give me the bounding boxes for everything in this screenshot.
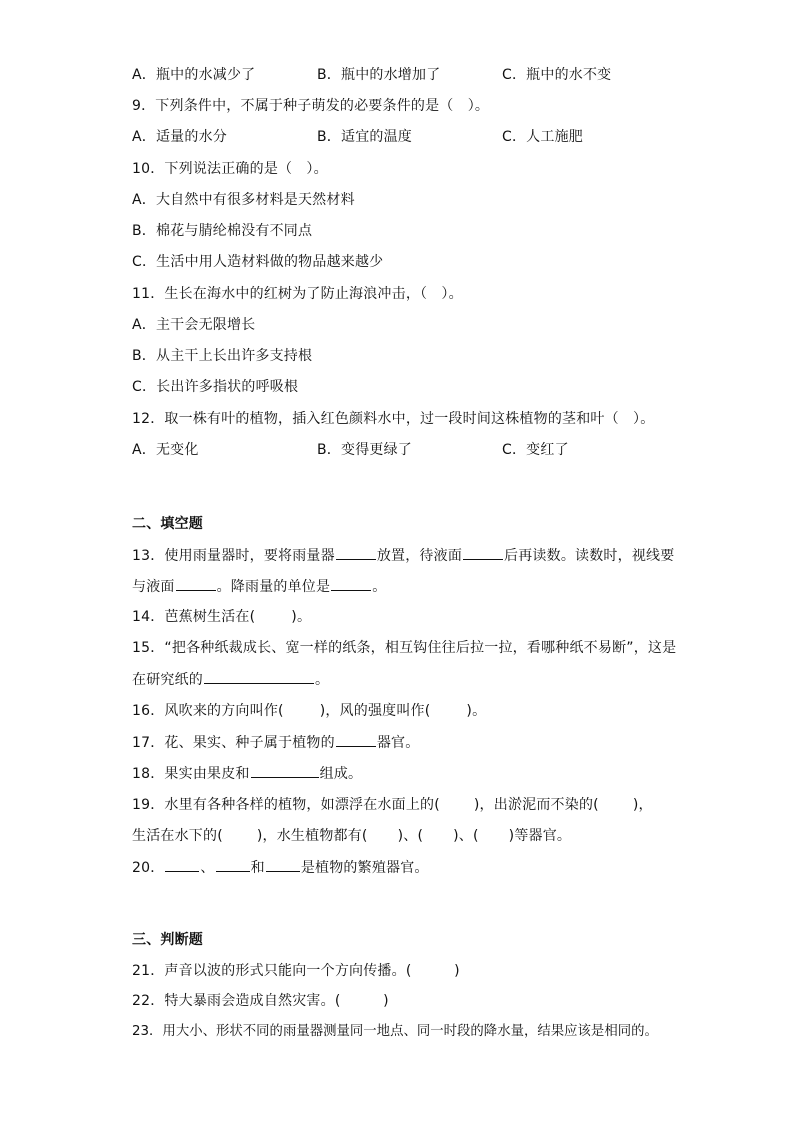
q12-options	[132, 439, 672, 461]
q8-option-a: A．瓶中的水减少了	[132, 67, 256, 83]
q19-text-7: )、(	[453, 828, 479, 844]
q10-option-b: B．棉花与腈纶棉没有不同点	[132, 223, 313, 239]
q13-text-1: 13．使用雨量器时，要将雨量器	[132, 548, 335, 564]
q14-text-2: )。	[291, 609, 312, 625]
q13-text-5: 。降雨量的单位是	[216, 579, 331, 595]
q12-option-b: B．变得更绿了	[317, 442, 413, 458]
section-fill-in-title: 二、填空题	[132, 516, 203, 532]
q12-option-a: A．无变化	[132, 442, 199, 458]
q19-line1	[132, 794, 653, 816]
q13-blank-4[interactable]	[331, 575, 371, 591]
q23: 23．用大小、形状不同的雨量器测量同一地点、同一时段的降水量，结果应该是相同的。	[132, 1024, 658, 1039]
q18-blank[interactable]	[251, 762, 319, 778]
q11-option-a: A．主干会无限增长	[132, 317, 256, 333]
q13-text-3: 后再读数。读数时，视线要	[504, 548, 675, 564]
q13-blank-1[interactable]	[336, 544, 376, 560]
q16-text-1: 16．风吹来的方向叫作(	[132, 703, 284, 719]
section-judgment-title: 三、判断题	[132, 932, 203, 948]
q19-text-2: )，出淤泥而不染的(	[473, 797, 599, 813]
q13-blank-3[interactable]	[176, 575, 216, 591]
q17-text-1: 17．花、果实、种子属于植物的	[132, 735, 335, 751]
q19-text-5: )，水生植物都有(	[256, 828, 368, 844]
q20-text-1: 20．	[132, 860, 165, 876]
q12-stem: 12．取一株有叶的植物，插入红色颜料水中，过一段时间这株植物的茎和叶（ ）。	[132, 411, 655, 427]
q17	[132, 731, 419, 753]
q20-text-4: 是植物的繁殖器官。	[300, 860, 429, 876]
q16	[132, 700, 486, 722]
q20-text-2: 、	[200, 860, 215, 876]
q8-option-b: B．瓶中的水增加了	[317, 67, 441, 83]
q9-option-c: C．人工施肥	[502, 129, 583, 145]
q19-text-4: 生活在水下的(	[132, 828, 223, 844]
q20-blank-3[interactable]	[266, 856, 300, 872]
q9-option-b: B．适宜的温度	[317, 129, 413, 145]
q22: 22．特大暴雨会造成自然灾害。( )	[132, 993, 389, 1009]
q8-options	[132, 64, 672, 86]
q15-line1: 15．“把各种纸裁成长、宽一样的纸条，相互钩住往后拉一拉，看哪种纸不易断”，这是	[132, 640, 677, 656]
q8-option-c: C．瓶中的水不变	[502, 67, 612, 83]
q11-option-c: C．长出许多指状的呼吸根	[132, 379, 299, 395]
q13-text-4: 与液面	[132, 579, 175, 595]
q12-option-c: C．变红了	[502, 442, 569, 458]
q18	[132, 762, 362, 784]
q19-line2	[132, 825, 571, 847]
q13-text-6: 。	[372, 579, 387, 595]
q20	[132, 856, 429, 878]
q20-blank-1[interactable]	[165, 856, 199, 872]
q16-text-3: )。	[466, 703, 487, 719]
q10-stem: 10．下列说法正确的是（ ）。	[132, 161, 328, 177]
q13-line2	[132, 575, 386, 597]
q11-stem: 11．生长在海水中的红树为了防止海浪冲击，（ ）。	[132, 286, 463, 302]
q15-text-2: 。	[315, 672, 330, 688]
q13-text-2: 放置，待液面	[376, 548, 463, 564]
q19-text-1: 19．水里有各种各样的植物，如漂浮在水面上的(	[132, 797, 440, 813]
q18-text-1: 18．果实由果皮和	[132, 766, 250, 782]
q19-text-8: )等器官。	[508, 828, 572, 844]
q20-blank-2[interactable]	[216, 856, 250, 872]
q15-blank[interactable]	[204, 668, 314, 684]
q10-option-a: A．大自然中有很多材料是天然材料	[132, 192, 355, 208]
q9-stem: 9．下列条件中，不属于种子萌发的必要条件的是（ ）。	[132, 98, 490, 114]
q15-text-1: 在研究纸的	[132, 672, 203, 688]
q16-text-2: )，风的强度叫作(	[319, 703, 431, 719]
q19-text-3: )，	[632, 797, 653, 813]
q10-option-c: C．生活中用人造材料做的物品越来越少	[132, 254, 384, 270]
q9-option-a: A．适量的水分	[132, 129, 227, 145]
q14	[132, 606, 311, 628]
q15-line2	[132, 668, 329, 690]
q20-text-3: 和	[250, 860, 265, 876]
q21: 21．声音以波的形式只能向一个方向传播。( )	[132, 963, 460, 979]
q13-blank-2[interactable]	[463, 544, 503, 560]
q17-blank[interactable]	[336, 731, 376, 747]
q13-line1	[132, 544, 674, 566]
q9-options	[132, 126, 672, 148]
q17-text-2: 器官。	[376, 735, 420, 751]
q14-text-1: 14．芭蕉树生活在(	[132, 609, 256, 625]
q18-text-2: 组成。	[319, 766, 363, 782]
q11-option-b: B．从主干上长出许多支持根	[132, 348, 313, 364]
q19-text-6: )、(	[397, 828, 424, 844]
